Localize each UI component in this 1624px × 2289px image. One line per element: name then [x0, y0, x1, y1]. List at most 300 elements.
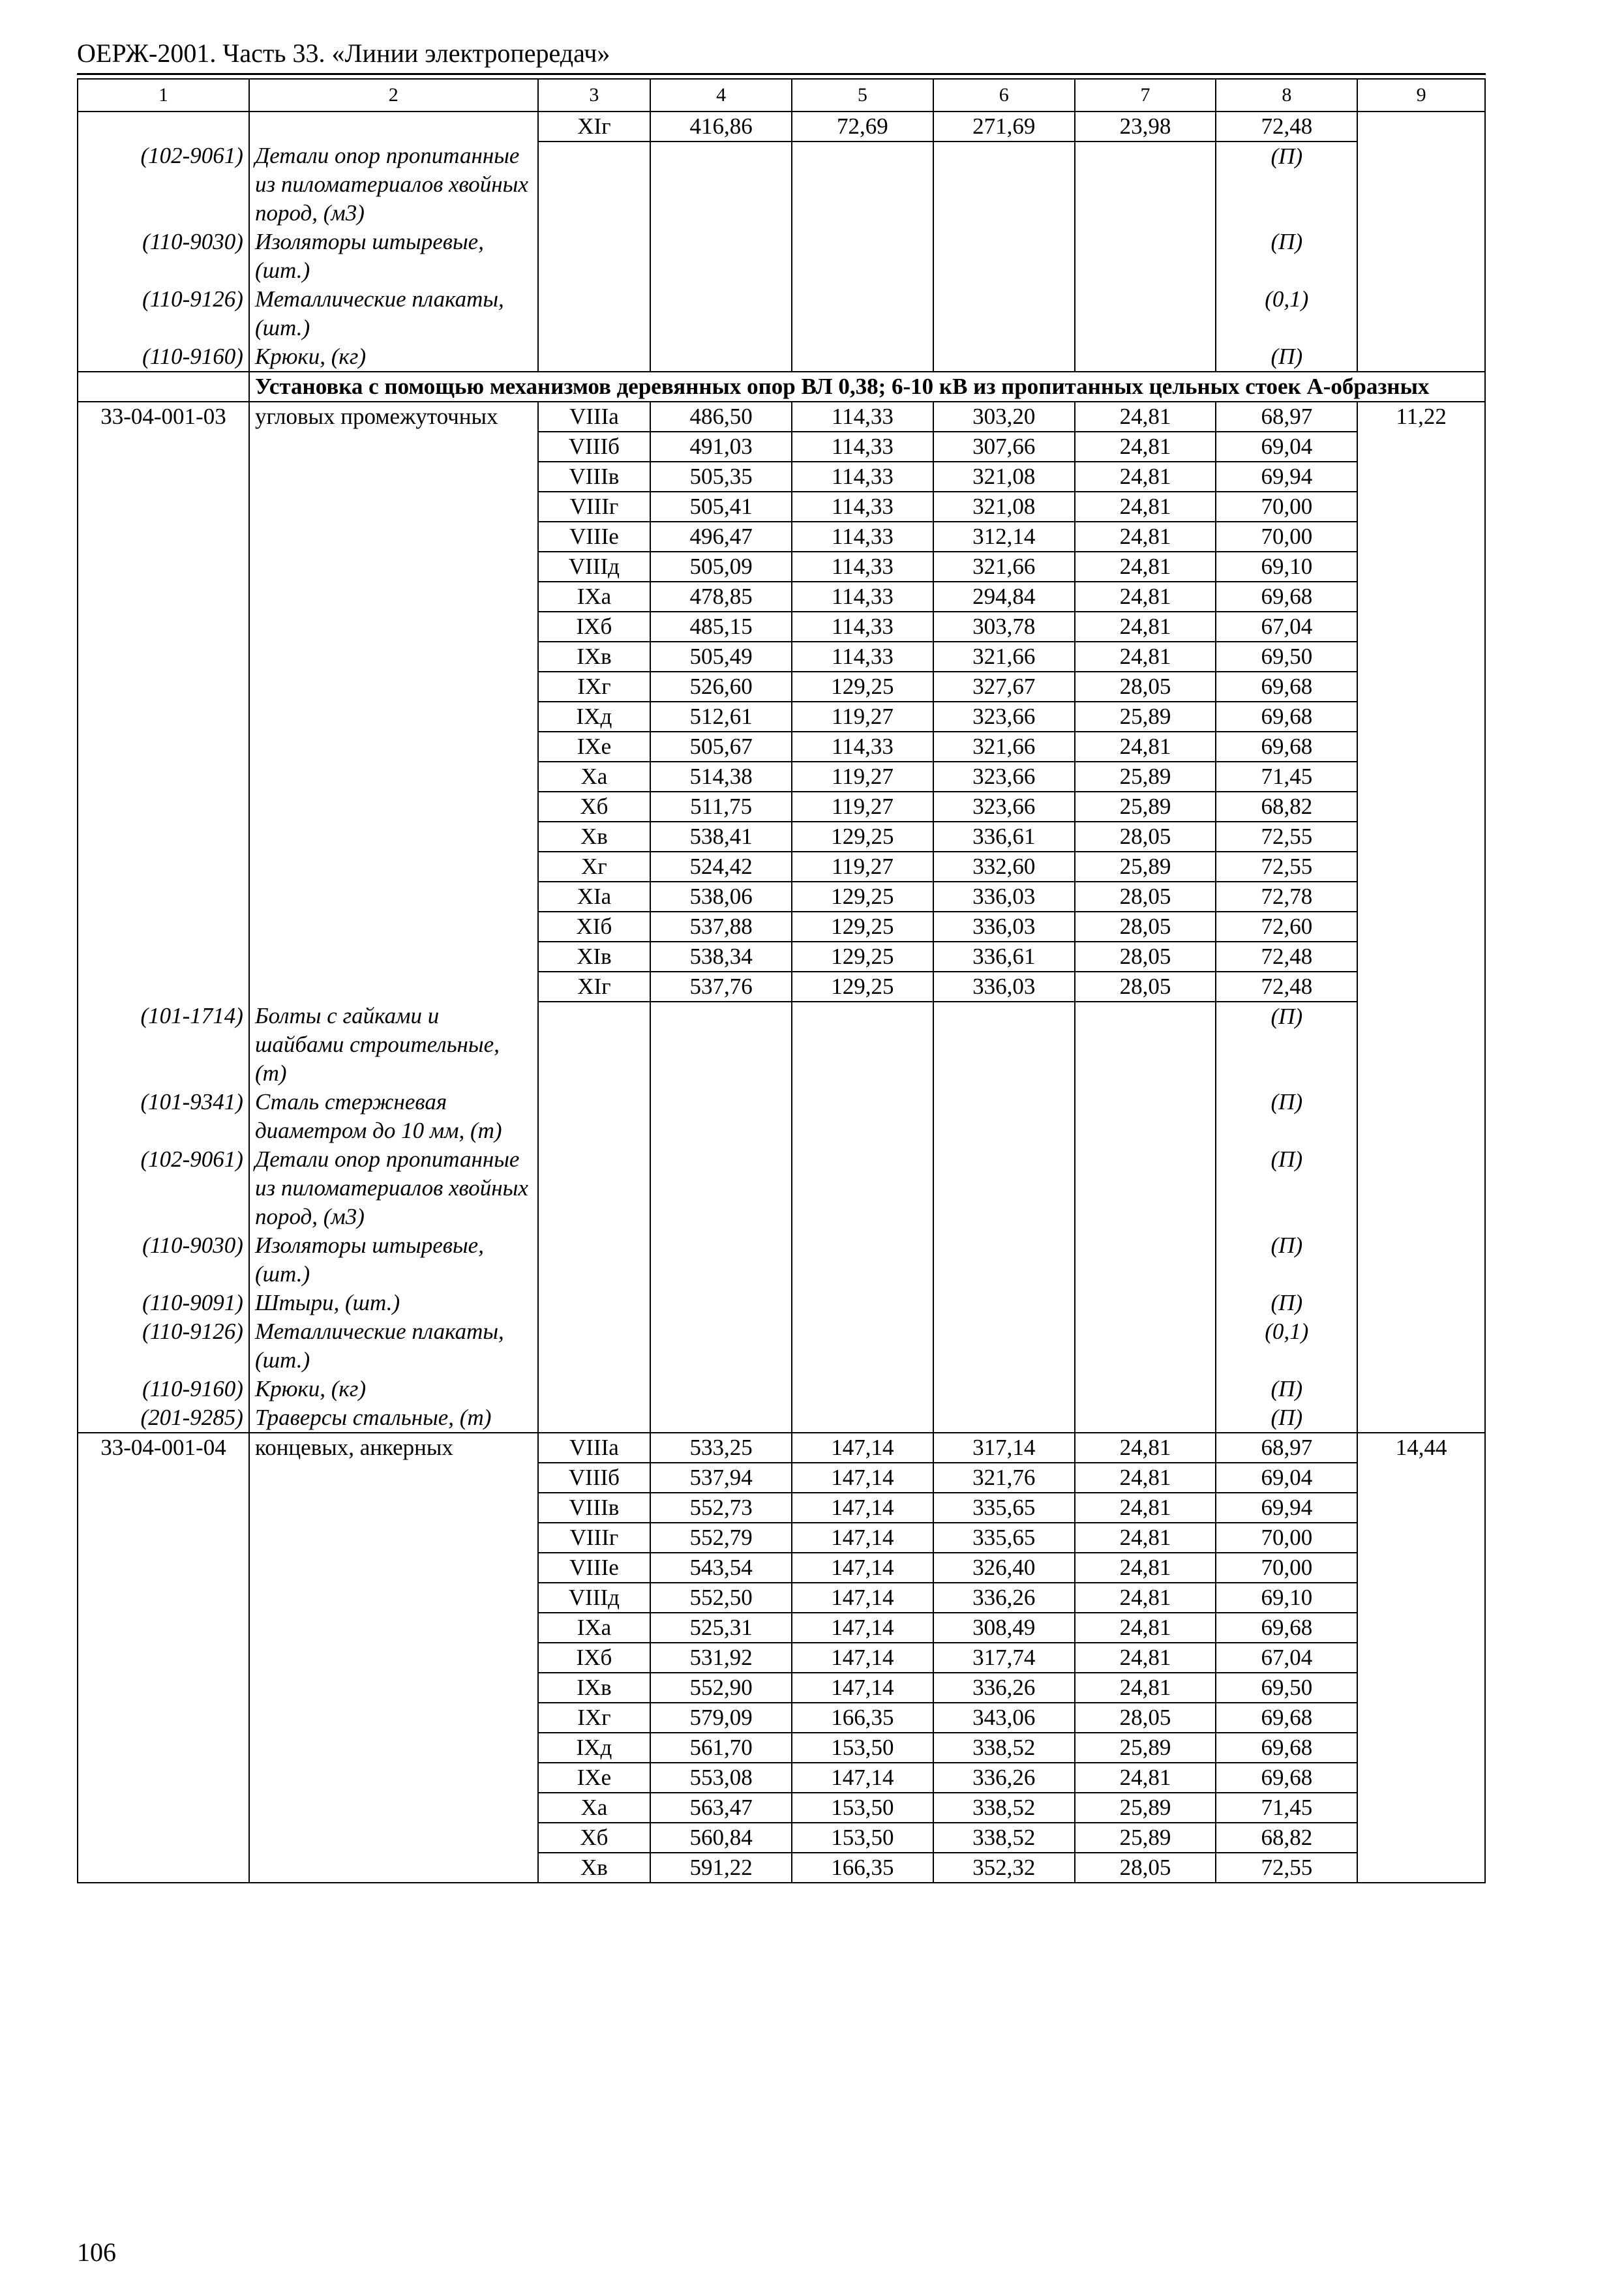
- work-code: [78, 792, 249, 822]
- data-row: [78, 822, 1485, 852]
- value-cell: 69,68: [1216, 1763, 1357, 1793]
- empty-cell: [650, 228, 792, 285]
- column-number: 9: [1357, 79, 1485, 112]
- work-code: [78, 1823, 249, 1853]
- data-row: [78, 972, 1485, 1002]
- value-cell: 552,73: [650, 1493, 792, 1523]
- material-name: Детали опор пропитанные из пиломатериалов хвойных пород, (м3): [249, 1145, 538, 1231]
- value-cell: 321,66: [933, 642, 1075, 672]
- work-code: [78, 612, 249, 642]
- work-name: [249, 1493, 538, 1523]
- zone-cell: IXг: [538, 672, 651, 702]
- work-code: [78, 1463, 249, 1493]
- value-cell: 563,47: [650, 1793, 792, 1823]
- empty-cell: [1357, 228, 1485, 285]
- value-cell: 335,65: [933, 1523, 1075, 1553]
- material-row: [78, 228, 1485, 285]
- value-cell: 505,41: [650, 492, 792, 522]
- empty-cell: [650, 1231, 792, 1289]
- value-cell: 153,50: [792, 1793, 933, 1823]
- empty-cell: [538, 142, 651, 228]
- work-code: [78, 492, 249, 522]
- zone-cell: Xв: [538, 822, 651, 852]
- empty-cell: [933, 1088, 1075, 1145]
- value-cell: 69,68: [1216, 582, 1357, 612]
- labor-cell: [1357, 762, 1485, 792]
- empty-cell: [538, 1145, 651, 1231]
- labor-cell: [1357, 702, 1485, 732]
- material-value: (П): [1216, 1375, 1357, 1403]
- value-cell: 416,86: [650, 112, 792, 142]
- value-cell: 538,41: [650, 822, 792, 852]
- zone-cell: VIIIб: [538, 1463, 651, 1493]
- zone-cell: VIIIе: [538, 1553, 651, 1583]
- value-cell: 129,25: [792, 822, 933, 852]
- zone-cell: VIIIв: [538, 1493, 651, 1523]
- zone-cell: IXд: [538, 1733, 651, 1763]
- work-name: [249, 582, 538, 612]
- labor-cell: [1357, 1463, 1485, 1493]
- value-cell: 24,81: [1075, 432, 1216, 462]
- value-cell: 537,76: [650, 972, 792, 1002]
- column-number: 4: [650, 79, 792, 112]
- labor-cell: [1357, 1583, 1485, 1613]
- material-code: (110-9030): [78, 1231, 249, 1289]
- value-cell: 147,14: [792, 1673, 933, 1703]
- value-cell: 336,03: [933, 912, 1075, 942]
- value-cell: 531,92: [650, 1643, 792, 1673]
- labor-cell: [1357, 612, 1485, 642]
- zone-cell: VIIIв: [538, 462, 651, 492]
- empty-cell: [1357, 142, 1485, 228]
- work-name: [249, 642, 538, 672]
- material-name: Сталь стержневая диаметром до 10 мм, (т): [249, 1088, 538, 1145]
- work-name: [249, 1763, 538, 1793]
- work-name: [249, 1703, 538, 1733]
- empty-cell: [933, 1317, 1075, 1375]
- work-code: [78, 672, 249, 702]
- work-name: [249, 1673, 538, 1703]
- page-header-title: ОЕРЖ-2001. Часть 33. «Линии электропередач»: [77, 38, 610, 68]
- empty-cell: [1357, 342, 1485, 372]
- zone-cell: IXе: [538, 1763, 651, 1793]
- empty-cell: [792, 1403, 933, 1433]
- labor-cell: [1357, 1733, 1485, 1763]
- zone-cell: IXб: [538, 612, 651, 642]
- empty-cell: [650, 1375, 792, 1403]
- work-code: [78, 1613, 249, 1643]
- zone-cell: VIIIд: [538, 1583, 651, 1613]
- empty-cell: [1075, 342, 1216, 372]
- material-row: [78, 1002, 1485, 1088]
- value-cell: 336,03: [933, 882, 1075, 912]
- value-cell: 537,94: [650, 1463, 792, 1493]
- zone-cell: IXе: [538, 732, 651, 762]
- value-cell: 114,33: [792, 552, 933, 582]
- material-code: (102-9061): [78, 1145, 249, 1231]
- section-row: [78, 372, 1485, 402]
- empty-cell: [1075, 1375, 1216, 1403]
- labor-cell: [1357, 642, 1485, 672]
- empty-cell: [1357, 1231, 1485, 1289]
- value-cell: 72,48: [1216, 112, 1357, 142]
- labor-cell: [1357, 112, 1485, 142]
- zone-cell: IXб: [538, 1643, 651, 1673]
- material-code: (110-9160): [78, 1375, 249, 1403]
- value-cell: 147,14: [792, 1523, 933, 1553]
- value-cell: 321,08: [933, 462, 1075, 492]
- work-code: [78, 762, 249, 792]
- work-code: [78, 1763, 249, 1793]
- value-cell: 538,34: [650, 942, 792, 972]
- value-cell: 28,05: [1075, 942, 1216, 972]
- empty-cell: [1075, 228, 1216, 285]
- empty-cell: [933, 142, 1075, 228]
- value-cell: 119,27: [792, 762, 933, 792]
- data-row: [78, 112, 1485, 142]
- material-name: Изоляторы штыревые, (шт.): [249, 1231, 538, 1289]
- value-cell: 68,82: [1216, 792, 1357, 822]
- labor-cell: [1357, 1703, 1485, 1733]
- empty-cell: [792, 285, 933, 342]
- empty-cell: [1357, 1375, 1485, 1403]
- labor-cell: [1357, 522, 1485, 552]
- empty-cell: [1075, 1145, 1216, 1231]
- empty-cell: [792, 1088, 933, 1145]
- value-cell: 25,89: [1075, 762, 1216, 792]
- value-cell: 72,55: [1216, 822, 1357, 852]
- empty-cell: [792, 1317, 933, 1375]
- page-number: 106: [77, 2237, 116, 2267]
- empty-cell: [792, 1375, 933, 1403]
- value-cell: 512,61: [650, 702, 792, 732]
- work-name: [249, 1523, 538, 1553]
- work-name: [249, 612, 538, 642]
- value-cell: 552,50: [650, 1583, 792, 1613]
- section-spacer: [78, 372, 249, 402]
- value-cell: 69,68: [1216, 702, 1357, 732]
- work-name: [249, 1793, 538, 1823]
- column-number-row: [78, 79, 1485, 112]
- data-row: [78, 552, 1485, 582]
- material-value: (П): [1216, 142, 1357, 228]
- material-row: [78, 285, 1485, 342]
- value-cell: 28,05: [1075, 1703, 1216, 1733]
- value-cell: 24,81: [1075, 1763, 1216, 1793]
- value-cell: 114,33: [792, 642, 933, 672]
- work-code: [78, 732, 249, 762]
- value-cell: 68,82: [1216, 1823, 1357, 1853]
- empty-cell: [1075, 142, 1216, 228]
- material-code: (201-9285): [78, 1403, 249, 1433]
- work-code: [78, 1553, 249, 1583]
- data-row: [78, 462, 1485, 492]
- value-cell: 147,14: [792, 1763, 933, 1793]
- column-number: 7: [1075, 79, 1216, 112]
- value-cell: 114,33: [792, 582, 933, 612]
- value-cell: 28,05: [1075, 672, 1216, 702]
- value-cell: 129,25: [792, 972, 933, 1002]
- value-cell: 114,33: [792, 432, 933, 462]
- value-cell: 25,89: [1075, 1793, 1216, 1823]
- work-code: [78, 642, 249, 672]
- data-row: [78, 1643, 1485, 1673]
- empty-cell: [1075, 1002, 1216, 1088]
- work-name: [249, 1613, 538, 1643]
- value-cell: 336,61: [933, 942, 1075, 972]
- value-cell: 25,89: [1075, 702, 1216, 732]
- labor-cell: [1357, 882, 1485, 912]
- value-cell: 28,05: [1075, 822, 1216, 852]
- value-cell: 69,94: [1216, 462, 1357, 492]
- value-cell: 70,00: [1216, 492, 1357, 522]
- value-cell: 72,48: [1216, 972, 1357, 1002]
- value-cell: 28,05: [1075, 1853, 1216, 1883]
- work-name: угловых промежуточных: [249, 402, 538, 432]
- labor-cell: [1357, 672, 1485, 702]
- work-code: [78, 852, 249, 882]
- data-row: [78, 642, 1485, 672]
- material-code: (110-9030): [78, 228, 249, 285]
- work-name: [249, 792, 538, 822]
- empty-cell: [650, 1289, 792, 1317]
- material-name: Траверсы стальные, (т): [249, 1403, 538, 1433]
- zone-cell: Xв: [538, 1853, 651, 1883]
- value-cell: 69,10: [1216, 552, 1357, 582]
- value-cell: 25,89: [1075, 1733, 1216, 1763]
- value-cell: 147,14: [792, 1433, 933, 1463]
- value-cell: 69,68: [1216, 1733, 1357, 1763]
- empty-cell: [1075, 1231, 1216, 1289]
- empty-cell: [792, 342, 933, 372]
- value-cell: 336,26: [933, 1763, 1075, 1793]
- empty-cell: [538, 1088, 651, 1145]
- material-name: Болты с гайками и шайбами строительные, (т): [249, 1002, 538, 1088]
- value-cell: 25,89: [1075, 1823, 1216, 1853]
- zone-cell: IXд: [538, 702, 651, 732]
- labor-cell: [1357, 732, 1485, 762]
- empty-cell: [650, 1317, 792, 1375]
- value-cell: 336,03: [933, 972, 1075, 1002]
- material-code: (110-9091): [78, 1289, 249, 1317]
- data-row: [78, 882, 1485, 912]
- value-cell: 69,04: [1216, 432, 1357, 462]
- material-row: [78, 342, 1485, 372]
- work-code: [78, 552, 249, 582]
- value-cell: 496,47: [650, 522, 792, 552]
- value-cell: 537,88: [650, 912, 792, 942]
- work-code: [78, 822, 249, 852]
- work-name: [249, 672, 538, 702]
- value-cell: 147,14: [792, 1643, 933, 1673]
- labor-cell: [1357, 1763, 1485, 1793]
- section-title: Установка с помощью механизмов деревянных опор ВЛ 0,38; 6-10 кВ из пропитанных цельных стоек А-образных: [249, 372, 1485, 402]
- data-row: [78, 1523, 1485, 1553]
- work-code: 33-04-001-03: [78, 402, 249, 432]
- labor-cell: [1357, 462, 1485, 492]
- material-value: (П): [1216, 1088, 1357, 1145]
- material-value: (П): [1216, 1403, 1357, 1433]
- value-cell: 511,75: [650, 792, 792, 822]
- labor-cell: [1357, 1613, 1485, 1643]
- material-row: [78, 142, 1485, 228]
- zone-cell: XIв: [538, 942, 651, 972]
- value-cell: 591,22: [650, 1853, 792, 1883]
- data-row: [78, 852, 1485, 882]
- labor-cell: [1357, 942, 1485, 972]
- zone-cell: VIIIб: [538, 432, 651, 462]
- empty-cell: [933, 1403, 1075, 1433]
- material-code: (102-9061): [78, 142, 249, 228]
- work-code: [78, 1643, 249, 1673]
- value-cell: 153,50: [792, 1823, 933, 1853]
- material-row: [78, 1317, 1485, 1375]
- work-code: [78, 912, 249, 942]
- value-cell: 24,81: [1075, 612, 1216, 642]
- value-cell: 114,33: [792, 492, 933, 522]
- labor-cell: [1357, 1523, 1485, 1553]
- value-cell: 271,69: [933, 112, 1075, 142]
- work-name: [249, 522, 538, 552]
- material-code: (101-1714): [78, 1002, 249, 1088]
- empty-cell: [538, 1317, 651, 1375]
- empty-cell: [792, 1289, 933, 1317]
- empty-cell: [1075, 1317, 1216, 1375]
- empty-cell: [792, 1231, 933, 1289]
- value-cell: 338,52: [933, 1823, 1075, 1853]
- value-cell: 24,81: [1075, 1673, 1216, 1703]
- value-cell: 147,14: [792, 1493, 933, 1523]
- work-code: [78, 972, 249, 1002]
- work-code: [78, 582, 249, 612]
- value-cell: 72,60: [1216, 912, 1357, 942]
- data-row: [78, 1613, 1485, 1643]
- value-cell: 24,81: [1075, 1433, 1216, 1463]
- labor-cell: [1357, 1793, 1485, 1823]
- value-cell: 579,09: [650, 1703, 792, 1733]
- work-code: [78, 1853, 249, 1883]
- material-code: (101-9341): [78, 1088, 249, 1145]
- value-cell: 327,67: [933, 672, 1075, 702]
- work-name: [249, 912, 538, 942]
- zone-cell: IXв: [538, 642, 651, 672]
- data-row: [78, 1493, 1485, 1523]
- empty-cell: [538, 1231, 651, 1289]
- data-row: [78, 432, 1485, 462]
- labor-cell: [1357, 1553, 1485, 1583]
- column-number: 1: [78, 79, 249, 112]
- material-name: Крюки, (кг): [249, 342, 538, 372]
- value-cell: 69,68: [1216, 1703, 1357, 1733]
- data-row: [78, 1583, 1485, 1613]
- data-row: [78, 912, 1485, 942]
- value-cell: 129,25: [792, 882, 933, 912]
- material-row: [78, 1403, 1485, 1433]
- value-cell: 69,94: [1216, 1493, 1357, 1523]
- data-row: [78, 762, 1485, 792]
- data-row: [78, 1823, 1485, 1853]
- zone-cell: VIIIа: [538, 1433, 651, 1463]
- value-cell: 24,81: [1075, 402, 1216, 432]
- work-name: [249, 1463, 538, 1493]
- value-cell: 70,00: [1216, 522, 1357, 552]
- empty-cell: [933, 1231, 1075, 1289]
- data-row: [78, 1733, 1485, 1763]
- data-row: [78, 1793, 1485, 1823]
- value-cell: 323,66: [933, 762, 1075, 792]
- data-row: [78, 1553, 1485, 1583]
- work-name: [249, 1823, 538, 1853]
- zone-cell: IXа: [538, 1613, 651, 1643]
- work-name: [249, 942, 538, 972]
- empty-cell: [538, 342, 651, 372]
- labor-cell: [1357, 1673, 1485, 1703]
- zone-cell: IXв: [538, 1673, 651, 1703]
- value-cell: 560,84: [650, 1823, 792, 1853]
- data-row: [78, 672, 1485, 702]
- value-cell: 69,50: [1216, 642, 1357, 672]
- empty-cell: [650, 1088, 792, 1145]
- work-name: [249, 1643, 538, 1673]
- column-number: 8: [1216, 79, 1357, 112]
- empty-cell: [1357, 1403, 1485, 1433]
- work-code: [78, 462, 249, 492]
- empty-cell: [538, 1002, 651, 1088]
- work-name: [249, 972, 538, 1002]
- work-name: [249, 762, 538, 792]
- value-cell: 25,89: [1075, 792, 1216, 822]
- work-name: [249, 1583, 538, 1613]
- value-cell: 323,66: [933, 702, 1075, 732]
- data-row: [78, 732, 1485, 762]
- value-cell: 24,81: [1075, 582, 1216, 612]
- value-cell: 23,98: [1075, 112, 1216, 142]
- value-cell: 147,14: [792, 1583, 933, 1613]
- value-cell: 119,27: [792, 792, 933, 822]
- data-row: [78, 1433, 1485, 1463]
- value-cell: 24,81: [1075, 1493, 1216, 1523]
- value-cell: 69,10: [1216, 1583, 1357, 1613]
- value-cell: 338,52: [933, 1793, 1075, 1823]
- value-cell: 69,68: [1216, 1613, 1357, 1643]
- empty-cell: [1357, 1289, 1485, 1317]
- material-name: Металлические плакаты, (шт.): [249, 1317, 538, 1375]
- labor-cell: [1357, 1493, 1485, 1523]
- material-name: Штыри, (шт.): [249, 1289, 538, 1317]
- value-cell: 491,03: [650, 432, 792, 462]
- value-cell: 321,76: [933, 1463, 1075, 1493]
- value-cell: 119,27: [792, 852, 933, 882]
- value-cell: 561,70: [650, 1733, 792, 1763]
- material-code: (110-9126): [78, 1317, 249, 1375]
- labor-cell: [1357, 1643, 1485, 1673]
- value-cell: 294,84: [933, 582, 1075, 612]
- value-cell: 72,48: [1216, 942, 1357, 972]
- value-cell: 486,50: [650, 402, 792, 432]
- value-cell: 343,06: [933, 1703, 1075, 1733]
- work-code: [78, 882, 249, 912]
- value-cell: 307,66: [933, 432, 1075, 462]
- value-cell: 119,27: [792, 702, 933, 732]
- value-cell: 526,60: [650, 672, 792, 702]
- labor-cell: [1357, 552, 1485, 582]
- empty-cell: [650, 342, 792, 372]
- value-cell: 321,66: [933, 732, 1075, 762]
- labor-cell: [1357, 1853, 1485, 1883]
- value-cell: 352,32: [933, 1853, 1075, 1883]
- column-number: 2: [249, 79, 538, 112]
- value-cell: 336,26: [933, 1673, 1075, 1703]
